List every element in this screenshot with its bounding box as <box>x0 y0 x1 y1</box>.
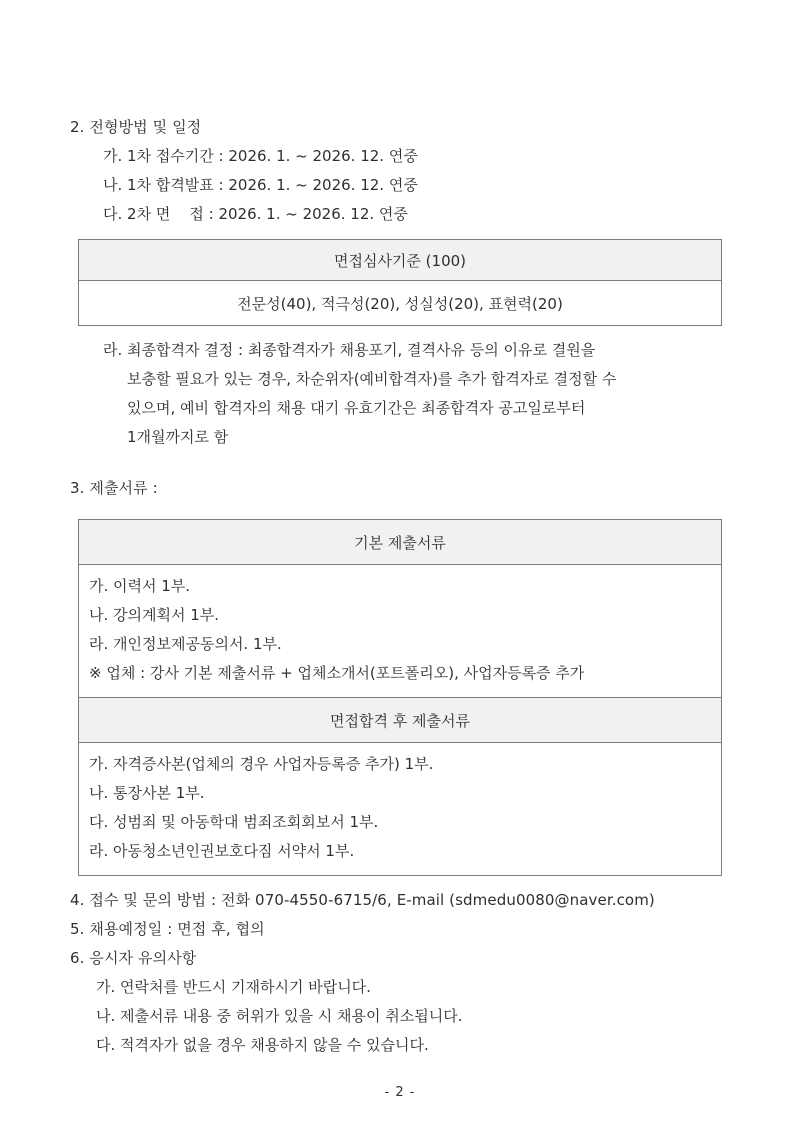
page-number: - 2 - <box>384 1085 416 1100</box>
interview-criteria-header: 면접심사기준 (100) <box>79 240 722 281</box>
table-row <box>79 520 722 565</box>
basic-documents-cell <box>79 565 722 698</box>
table-row <box>79 743 722 876</box>
list-item-note: ※ 업체 : 강사 기본 제출서류 + 업체소개서(포트폴리오), 사업자등록증 추가 <box>89 664 585 682</box>
section-6-item-da: 다. 적격자가 없을 경우 채용하지 않을 수 있습니다. <box>96 1036 429 1054</box>
section-2-item-ra-line-4: 1개월까지로 함 <box>127 428 229 446</box>
interview-criteria-body: 전문성(40), 적극성(20), 성실성(20), 표현력(20) <box>79 281 722 326</box>
spacer <box>70 503 730 519</box>
table-row <box>79 698 722 743</box>
list-item: 나. 통장사본 1부. <box>89 784 205 802</box>
table-row <box>79 240 722 281</box>
interview-criteria-table <box>78 239 722 326</box>
section-5-heading: 5. 채용예정일 : 면접 후, 협의 <box>70 920 265 938</box>
basic-documents-header: 기본 제출서류 <box>79 520 722 565</box>
spacer <box>70 876 730 886</box>
section-2-item-ga: 가. 1차 접수기간 : 2026. 1. ~ 2026. 12. 연중 <box>103 147 418 165</box>
section-2-item-ra-line-3: 있으며, 예비 합격자의 채용 대기 유효기간은 최종합격자 공고일로부터 <box>127 399 586 417</box>
table-row <box>79 565 722 698</box>
list-item: 라. 아동청소년인권보호다짐 서약서 1부. <box>89 842 355 860</box>
list-item: 나. 강의계획서 1부. <box>89 606 220 624</box>
spacer <box>70 229 730 239</box>
spacer <box>70 326 730 336</box>
section-4-heading: 4. 접수 및 문의 방법 : 전화 070-4550-6715/6, E-mail (sdmedu0080@naver.com) <box>70 891 655 909</box>
section-2-item-ra-line-1: 라. 최종합격자 결정 : 최종합격자가 채용포기, 결격사유 등의 이유로 결원을 <box>103 341 596 359</box>
section-6-heading: 6. 응시자 유의사항 <box>70 949 197 967</box>
submission-documents-table <box>78 519 722 876</box>
section-2-heading: 2. 전형방법 및 일정 <box>70 118 202 136</box>
section-6-item-na: 나. 제출서류 내용 중 허위가 있을 시 채용이 취소됩니다. <box>96 1007 463 1025</box>
after-interview-documents-cell <box>79 743 722 876</box>
section-3-heading: 3. 제출서류 : <box>70 479 158 497</box>
section-2-item-na: 나. 1차 합격발표 : 2026. 1. ~ 2026. 12. 연중 <box>103 176 418 194</box>
table-row <box>79 281 722 326</box>
after-interview-documents-header: 면접합격 후 제출서류 <box>79 698 722 743</box>
list-item: 다. 성범죄 및 아동학대 범죄조회회보서 1부. <box>89 813 379 831</box>
list-item: 가. 이력서 1부. <box>89 577 191 595</box>
section-6-item-ga: 가. 연락처를 반드시 기재하시기 바랍니다. <box>96 978 371 996</box>
section-2-item-ra-line-2: 보충할 필요가 있는 경우, 차순위자(예비합격자)를 추가 합격자로 결정할 수 <box>127 370 617 388</box>
section-2-item-da: 다. 2차 면 접 : 2026. 1. ~ 2026. 12. 연중 <box>103 205 408 223</box>
spacer <box>70 452 730 474</box>
list-item: 가. 자격증사본(업체의 경우 사업자등록증 추가) 1부. <box>89 755 434 773</box>
list-item: 라. 개인정보제공동의서. 1부. <box>89 635 282 653</box>
